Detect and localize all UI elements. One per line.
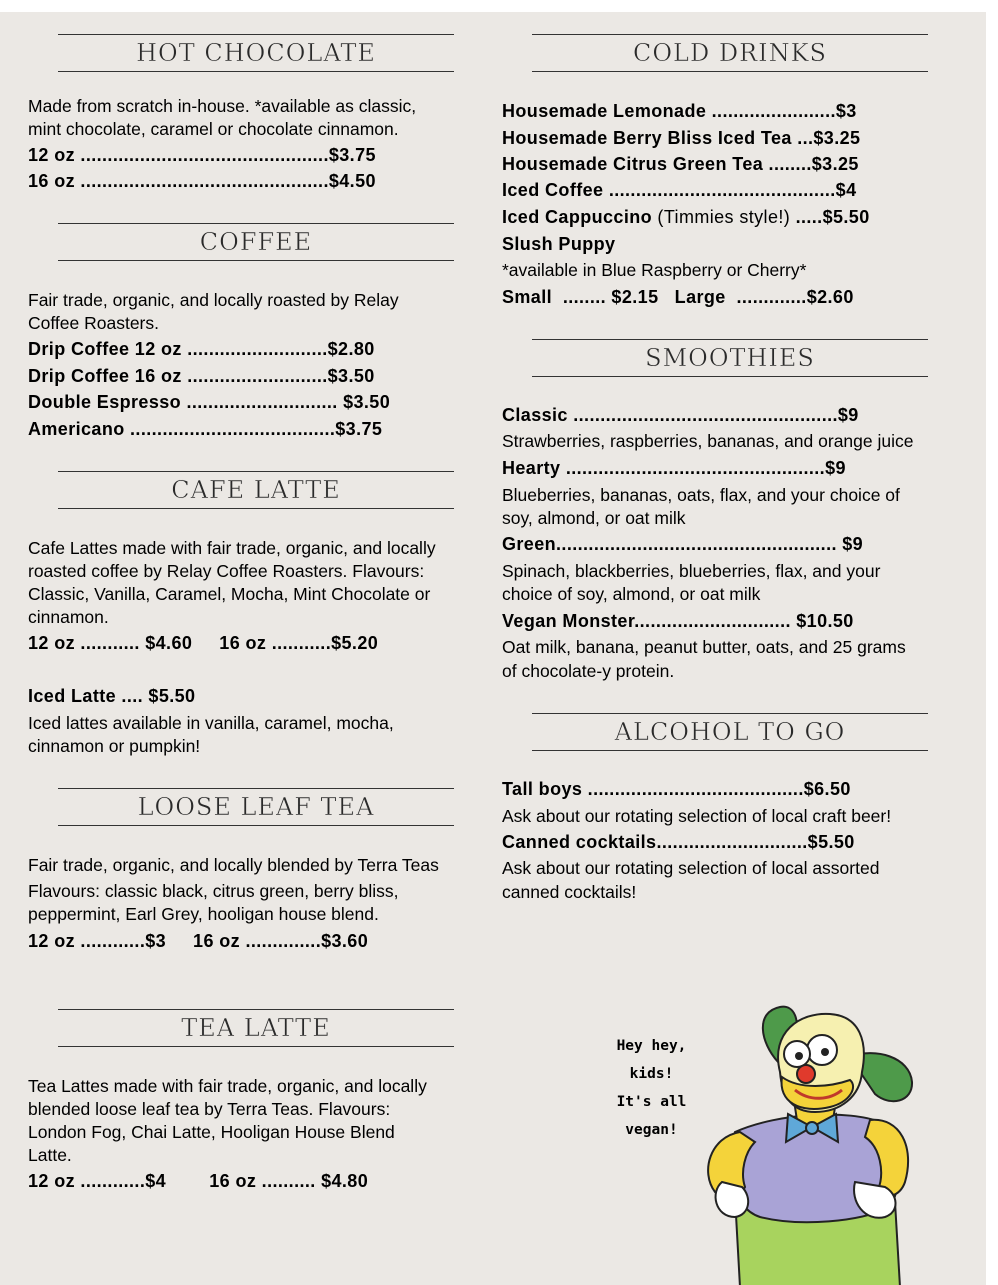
green-smoothie-description: choice of soy, almond, or oat milk [502,584,761,604]
menu-item-slush-puppy: Slush Puppy [502,234,616,254]
slush-puppy-description: *available in Blue Raspberry or Cherry* [502,260,807,280]
tall-boys-description: Ask about our rotating selection of local craft beer! [502,806,892,826]
menu-item-housemade-lemonade: Housemade Lemonade .......................$3 [502,101,857,121]
menu-item-iced-coffee: Iced Coffee ..........................................$4 [502,180,857,200]
menu-item-tea-latte-sizes: 12 oz ............$4 16 oz .......... $4.80 [28,1171,369,1191]
vegan-monster-description: of chocolate-y protein. [502,661,675,681]
item-price: .....$5.50 [795,207,870,227]
menu-item-americano: Americano ......................................$3.75 [28,419,383,439]
menu-item-hot-chocolate-12oz: 12 oz ..............................................$3.75 [28,145,376,165]
mascot-speech-text [594,1032,709,1144]
green-smoothie-description: Spinach, blackberries, blueberries, flax, and your [502,561,881,581]
section-heading-coffee: COFFEE [58,223,454,261]
loose-leaf-tea-description: Fair trade, organic, and locally blended by Terra Teas [28,855,439,875]
hearty-smoothie-description: soy, almond, or oat milk [502,508,686,528]
menu-item-drip-coffee-12oz: Drip Coffee 12 oz ..........................$2.80 [28,339,375,359]
item-name: Iced Cappuccino [502,207,653,227]
menu-item-vegan-monster: Vegan Monster............................. $10.50 [502,611,854,631]
section-heading-tea-latte: TEA LATTE [58,1009,454,1047]
tea-latte-description: London Fog, Chai Latte, Hooligan House Blend [28,1122,395,1142]
menu-item-cafe-latte-sizes: 12 oz ........... $4.60 16 oz ...........$5.20 [28,633,379,653]
canned-cocktails-description: canned cocktails! [502,882,637,902]
cafe-latte-description: roasted coffee by Relay Coffee Roasters. Flavours: [28,561,425,581]
menu-item-canned-cocktails: Canned cocktails............................$5.50 [502,832,855,852]
iced-latte-description: cinnamon or pumpkin! [28,736,201,756]
section-heading-loose-leaf-tea: LOOSE LEAF TEA [58,788,454,826]
section-heading-smoothies: SMOOTHIES [532,339,928,377]
tea-latte-description: blended loose leaf tea by Terra Teas. Flavours: [28,1099,391,1119]
section-heading-hot-chocolate: HOT CHOCOLATE [58,34,454,72]
tea-latte-description: Latte. [28,1145,72,1165]
hot-chocolate-description: Made from scratch in-house. *available as classic, [28,96,417,116]
menu-item-iced-cappuccino [502,204,870,230]
menu-page [0,12,986,1285]
canned-cocktails-description: Ask about our rotating selection of local assorted [502,858,880,878]
iced-latte-description: Iced lattes available in vanilla, caramel, mocha, [28,713,394,733]
menu-item-loose-leaf-tea-sizes: 12 oz ............$3 16 oz ..............$3.60 [28,931,369,951]
menu-item-double-espresso: Double Espresso ............................ $3.50 [28,392,391,412]
vegan-monster-description: Oat milk, banana, peanut butter, oats, and 25 grams [502,637,906,657]
coffee-description: Coffee Roasters. [28,313,159,333]
menu-item-classic-smoothie: Classic .................................................$9 [502,405,859,425]
menu-item-berry-bliss-iced-tea: Housemade Berry Bliss Iced Tea ...$3.25 [502,128,861,148]
cafe-latte-description: Cafe Lattes made with fair trade, organic, and locally [28,538,436,558]
cafe-latte-description: cinnamon. [28,607,109,627]
menu-item-tall-boys: Tall boys ........................................$6.50 [502,779,851,799]
menu-item-green-smoothie: Green.................................................... $9 [502,534,864,554]
hearty-smoothie-description: Blueberries, bananas, oats, flax, and your choice of [502,485,900,505]
cafe-latte-description: Classic, Vanilla, Caramel, Mocha, Mint Chocolate or [28,584,431,604]
menu-item-hot-chocolate-16oz: 16 oz ..............................................$4.50 [28,171,376,191]
loose-leaf-tea-description: Flavours: classic black, citrus green, berry bliss, [28,881,399,901]
menu-item-drip-coffee-16oz: Drip Coffee 16 oz ..........................$3.50 [28,366,375,386]
menu-item-citrus-green-tea: Housemade Citrus Green Tea ........$3.25 [502,154,859,174]
loose-leaf-tea-description: peppermint, Earl Grey, hooligan house blend. [28,904,379,924]
mascot-speech-line: Hey hey, kids! [616,1038,687,1082]
classic-smoothie-description: Strawberries, raspberries, bananas, and orange juice [502,431,914,451]
mascot-speech-line: It's all vegan! [616,1094,687,1138]
clown-mascot-illustration [700,1002,930,1285]
coffee-description: Fair trade, organic, and locally roasted by Relay [28,290,399,310]
section-heading-cafe-latte: CAFE LATTE [58,471,454,509]
section-heading-cold-drinks: COLD DRINKS [532,34,928,72]
menu-item-slush-puppy-sizes: Small ........ $2.15 Large .............$2.60 [502,287,854,307]
menu-item-hearty-smoothie: Hearty ................................................$9 [502,458,846,478]
tea-latte-description: Tea Lattes made with fair trade, organic, and locally [28,1076,427,1096]
item-note: (Timmies style!) [652,207,796,227]
section-heading-alcohol-to-go: ALCOHOL TO GO [532,713,928,751]
hot-chocolate-description: mint chocolate, caramel or chocolate cinnamon. [28,119,399,139]
menu-item-iced-latte: Iced Latte .... $5.50 [28,686,196,706]
